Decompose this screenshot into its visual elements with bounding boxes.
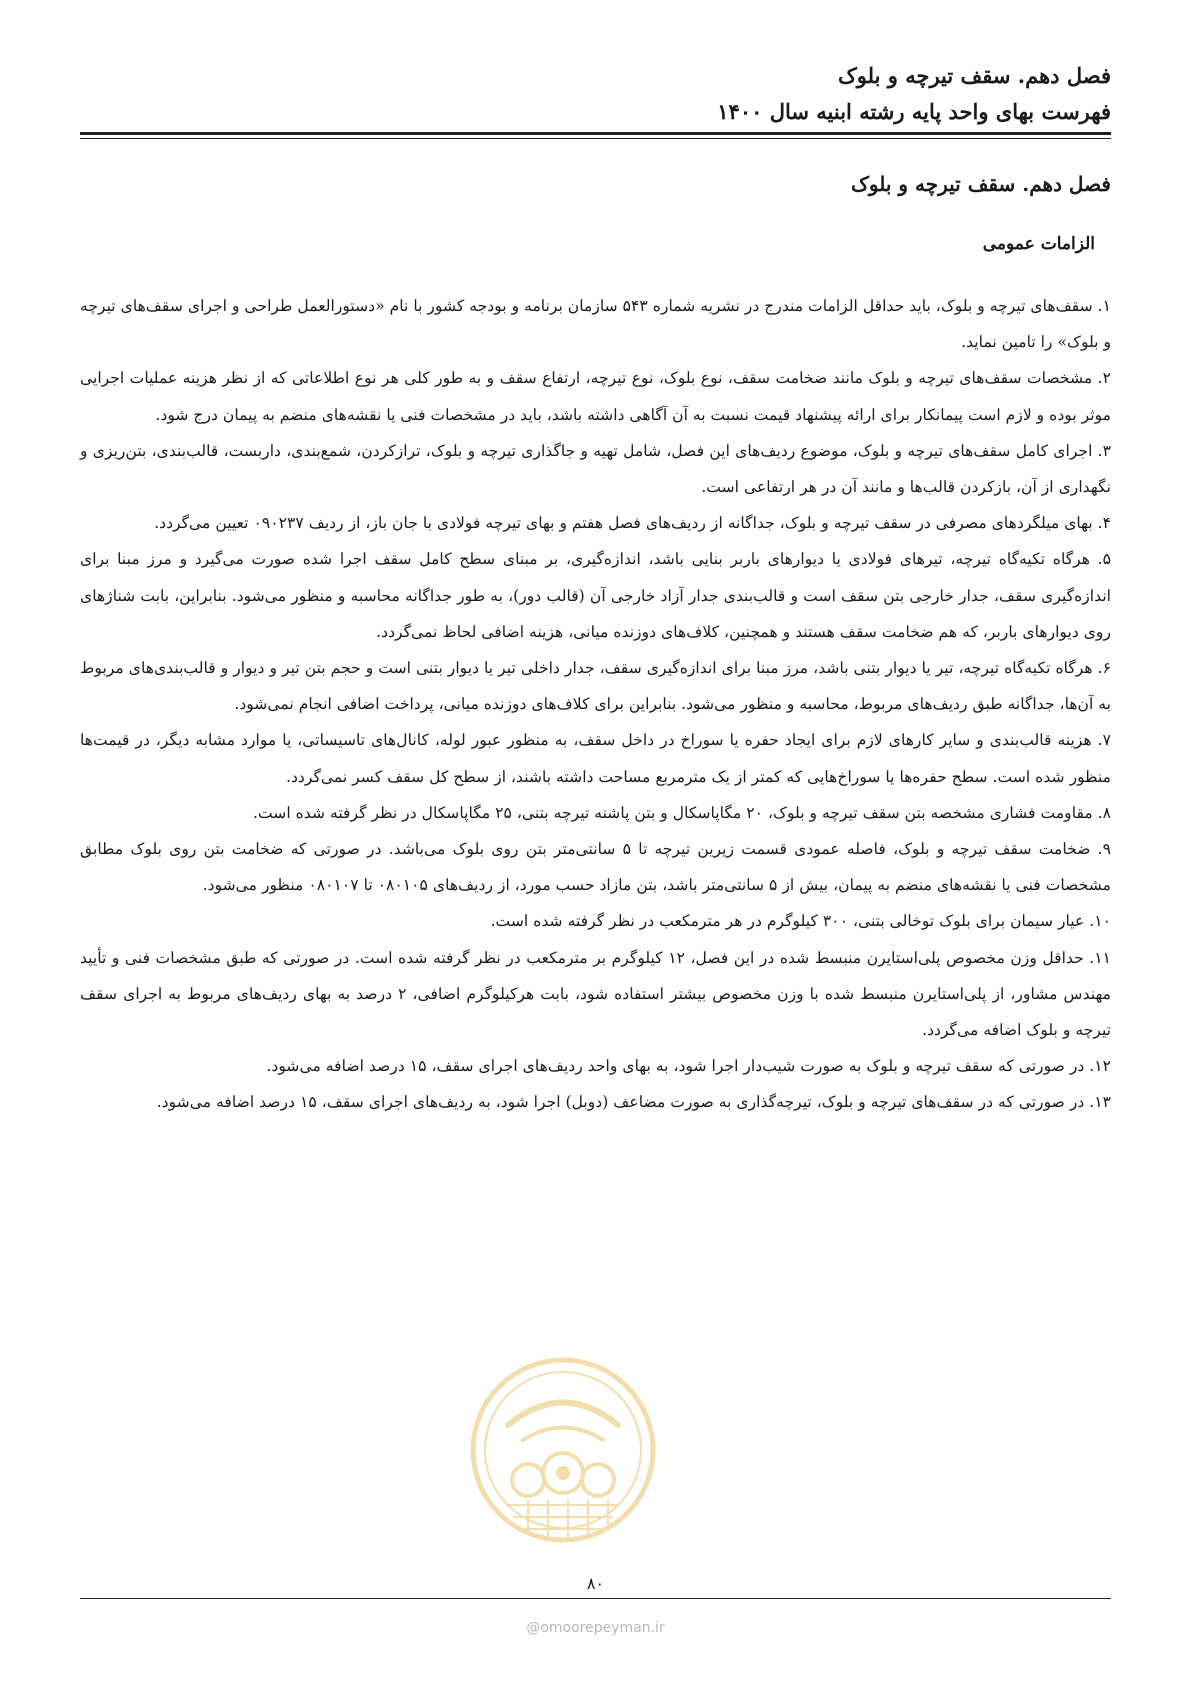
section-title: الزامات عمومی xyxy=(982,234,1095,254)
paragraph-7: ۷. هزینه قالب‌بندی و سایر کارهای لازم برای ایجاد حفره یا سوراخ در داخل سقف، به منظور عبور لوله، کانال‌های تاسیساتی، یا موارد مشابه دیگر، در قیمت‌ها منظور شده است. سطح حفره‌ها یا سوراخ‌هایی که کمتر از یک مترمربع مساحت داشته باشند، از سطح کل سقف کسر نمی‌گردد. xyxy=(80,731,1111,786)
paragraph-9: ۹. ضخامت سقف تیرچه و بلوک، فاصله عمودی قسمت زیرین تیرچه تا ۵ سانتی‌متر بتن روی بلوک می‌باشد. در صورتی که ضخامت بتن روی بلوک مطابق مشخصات فنی یا نقشه‌های منضم به پیمان، بیش از ۵ سانتی‌متر باشد، بتن مازاد حسب مورد، از ردیف‌های ۰۸۰۱۰۵ تا ۰۸۰۱۰۷ منظور می‌شود. xyxy=(80,840,1111,895)
paragraph-3: ۳. اجرای کامل سقف‌های تیرچه و بلوک، موضوع ردیف‌های این فصل، شامل تهیه و جاگذاری تیرچه و بلوک، ترازکردن، شمع‌بندی، داربست، قالب‌بندی، بتن‌ریزی و نگهداری از آن، بازکردن قالب‌ها و مانند آن در هر ارتفاعی است. xyxy=(80,441,1111,497)
omoore-peyman-seal-icon xyxy=(468,1355,658,1545)
chapter-title: فصل دهم. سقف تیرچه و بلوک xyxy=(851,172,1111,196)
watermark-url: @omoorepeyman.ir xyxy=(526,1620,665,1636)
footer-rule xyxy=(80,1598,1111,1599)
paragraph-10: ۱۰. عیار سیمان برای بلوک توخالی بتنی، ۳۰۰ کیلوگرم در هر مترمکعب در نظر گرفته شده است. xyxy=(490,912,1111,931)
paragraph-12: ۱۲. در صورتی که سقف تیرچه و بلوک به صورت شیب‌دار اجرا شود، به بهای واحد ردیف‌های اجرای سقف، ۱۵ درصد اضافه می‌شود. xyxy=(266,1057,1111,1076)
header-chapter: فصل دهم. سقف تیرچه و بلوک xyxy=(838,63,1111,88)
paragraph-6: ۶. هرگاه تکیه‌گاه تیرچه، تیر یا دیوار بتنی باشد، مرز مبنا برای اندازه‌گیری سقف، جدار داخلی تیر یا دیوار بتنی است و حجم بتن تیر و دیوار و قالب‌بندی‌های مربوط به آن‌ها، جداگانه طبق ردیف‌های مربوط، محاسبه و منظور می‌شود. بنابراین برای کلاف‌های دوزنده میانی، پرداخت اضافی انجام نمی‌شود. xyxy=(80,659,1111,714)
paragraph-1: ۱. سقف‌های تیرچه و بلوک، باید حداقل الزامات مندرج در نشریه شماره ۵۴۳ سازمان برنامه و بودجه کشور با نام «دستورالعمل طراحی و اجرای سقف‌های تیرچه و بلوک» را تامین نماید. xyxy=(80,297,1112,352)
page-number: ۸۰ xyxy=(586,1574,605,1593)
header-rule-thick xyxy=(80,132,1111,135)
running-header xyxy=(80,58,1111,130)
header-rule-thin xyxy=(80,138,1111,139)
body-text xyxy=(80,288,1111,1121)
paragraph-5: ۵. هرگاه تکیه‌گاه تیرچه، تیرهای فولادی یا دیوارهای باربر بنایی باشد، اندازه‌گیری، بر مبنای سطح کامل سقف اجرا شده صورت می‌گیرد و مرز مبنا برای اندازه‌گیری سقف، جدار خارجی بتن سقف است و قالب‌بندی جدار آزاد خارجی آن (قالب دور)، به طور جداگانه محاسبه و منظور می‌شود. بنابراین، بابت شناژهای روی دیوارهای باربر، که هم ضخامت سقف هستند و همچنین، کلاف‌های دوزنده میانی، هزینه اضافی لحاظ نمی‌گردد. xyxy=(80,550,1111,641)
paragraph-4: ۴. بهای میلگردهای مصرفی در سقف تیرچه و بلوک، جداگانه از ردیف‌های فصل هفتم و بهای تیرچه فولادی با جان باز، از ردیف ۰۹۰۲۳۷ تعیین می‌گردد. xyxy=(154,514,1111,533)
paragraph-13: ۱۳. در صورتی که در سقف‌های تیرچه و بلوک، تیرچه‌گذاری به صورت مضاعف (دوبل) اجرا شود، به ردیف‌های اجرای سقف، ۱۵ درصد اضافه می‌شود. xyxy=(156,1093,1111,1112)
paragraph-8: ۸. مقاومت فشاری مشخصه بتن سقف تیرچه و بلوک، ۲۰ مگاپاسکال و بتن پاشنه تیرچه بتنی، ۲۵ مگاپاسکال در نظر گرفته شده است. xyxy=(252,803,1111,822)
paragraph-11: ۱۱. حداقل وزن مخصوص پلی‌استایرن منبسط شده در این فصل، ۱۲ کیلوگرم بر مترمکعب در نظر گرفته شده است. در صورتی که طبق مشخصات فنی و تأیید مهندس مشاور، از پلی‌استایرن منبسط شده با وزن مخصوص بیشتر استفاده شود، بابت هرکیلوگرم اضافی، ۲ درصد به بهای ردیف‌های مربوط به اجرای سقف تیرچه و بلوک اضافه می‌گردد. xyxy=(80,948,1112,1040)
header-catalog-title: فهرست بهای واحد پایه رشته ابنیه سال ۱۴۰۰ xyxy=(717,99,1111,124)
paragraph-2: ۲. مشخصات سقف‌های تیرچه و بلوک مانند ضخامت سقف، نوع بلوک، نوع تیرچه، ارتفاع سقف و به طور کلی هر نوع اطلاعاتی که از نظر هزینه عملیات اجرایی موثر بوده و لازم است پیمانکار برای ارائه پیشنهاد قیمت نسبت به آن آگاهی داشته باشد، باید در مشخصات فنی یا نقشه‌های منضم به پیمان درج شود. xyxy=(80,369,1111,424)
